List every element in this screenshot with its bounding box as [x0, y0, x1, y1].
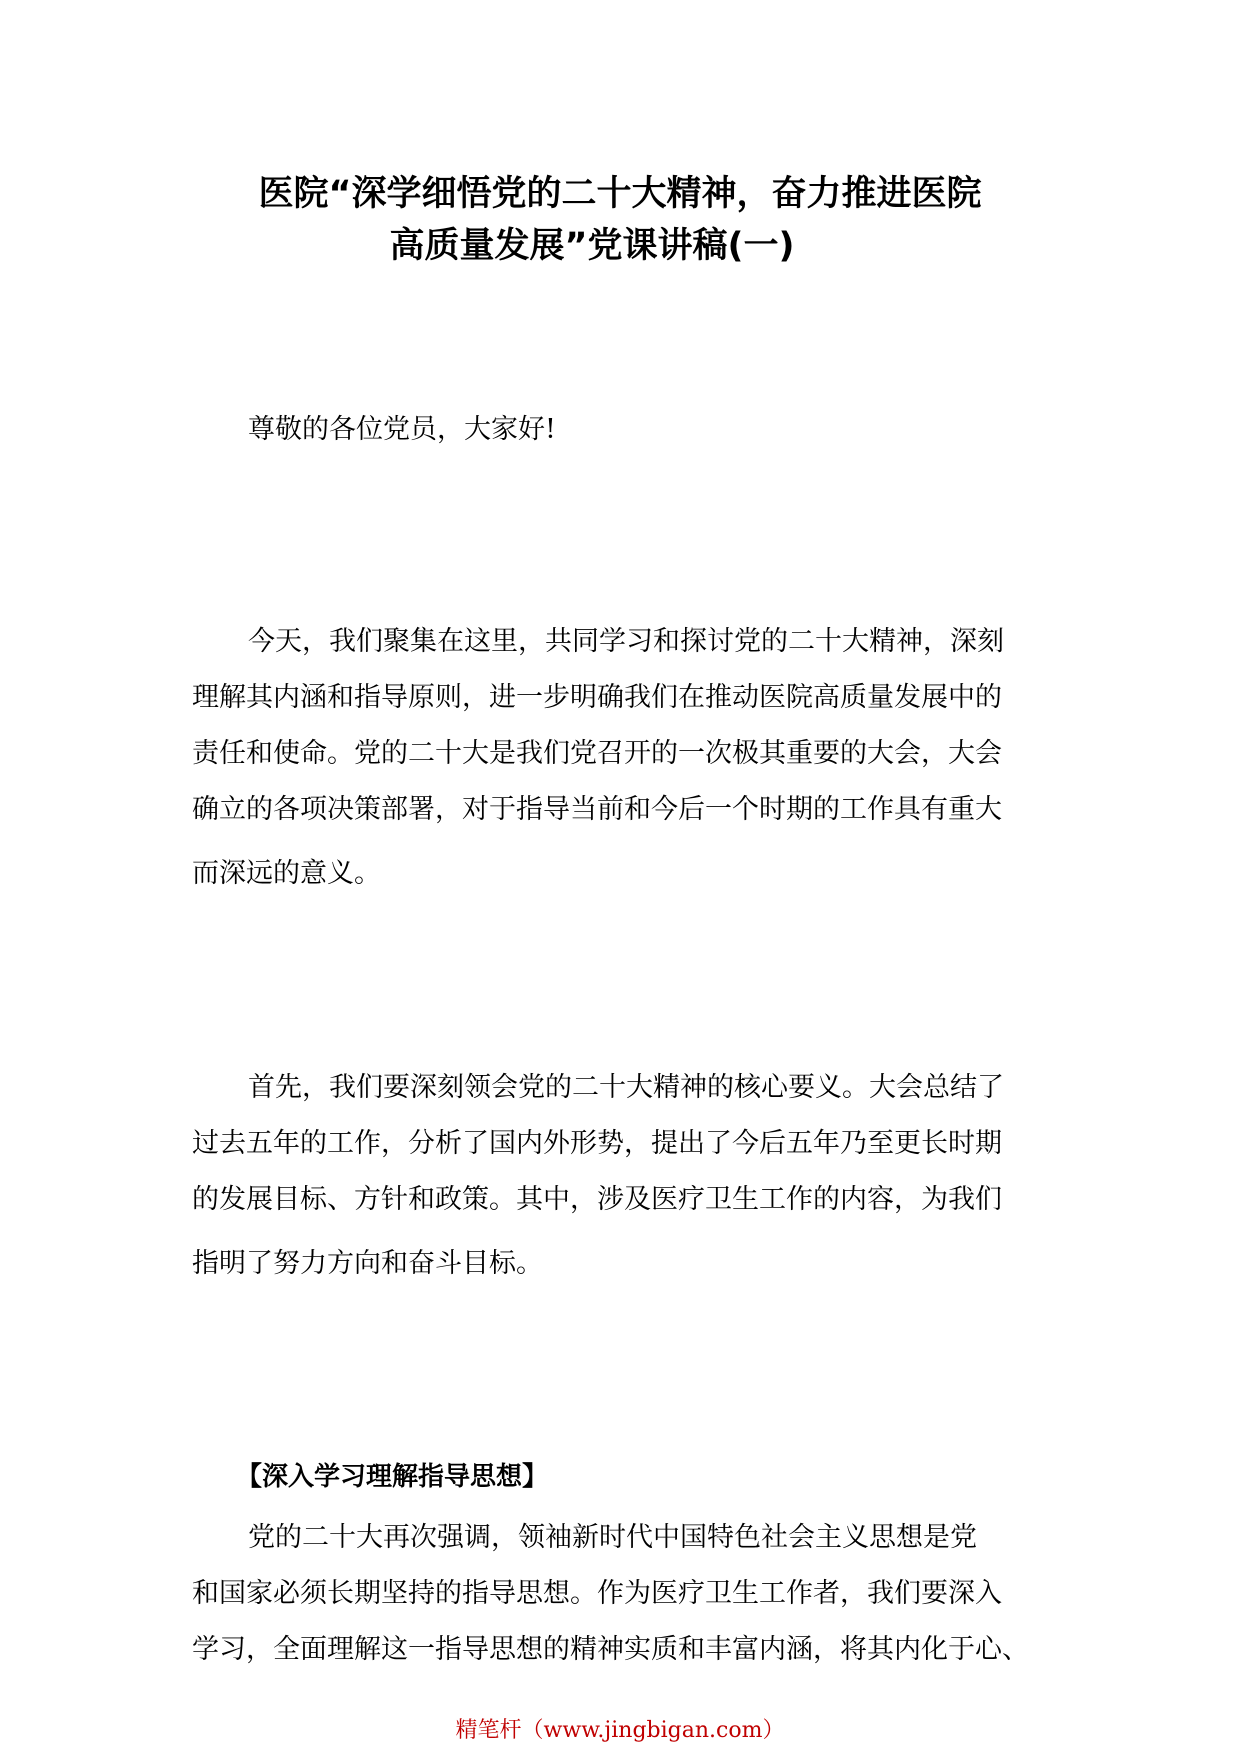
- paragraph-line: 责任和使命。党的二十大是我们党召开的一次极其重要的大会，大会: [192, 738, 1002, 769]
- title-line-2: 高质量发展”党课讲稿(一): [389, 226, 795, 266]
- paragraph-line: 首先，我们要深刻领会党的二十大精神的核心要义。大会总结了: [248, 1072, 1004, 1103]
- section-heading: 【深入学习理解指导思想】: [236, 1462, 549, 1492]
- paragraph-line: 学习，全面理解这一指导思想的精神实质和丰富内涵，将其内化于心、: [192, 1634, 1029, 1665]
- paragraph-3: [192, 1510, 1062, 1678]
- paragraph-line: 党的二十大再次强调，领袖新时代中国特色社会主义思想是党: [248, 1522, 977, 1553]
- paragraph-line: 确立的各项决策部署，对于指导当前和今后一个时期的工作具有重大: [192, 794, 1002, 825]
- paragraph-1: [192, 614, 1062, 902]
- paragraph-2: [192, 1060, 1062, 1292]
- paragraph-line: 的发展目标、方针和政策。其中，涉及医疗卫生工作的内容，为我们: [192, 1184, 1002, 1215]
- paragraph-line: 和国家必须长期坚持的指导思想。作为医疗卫生工作者，我们要深入: [192, 1578, 1002, 1609]
- paragraph-line: 今天，我们聚集在这里，共同学习和探讨党的二十大精神，深刻: [248, 626, 1004, 657]
- paragraph-line: 指明了努力方向和奋斗目标。: [192, 1248, 543, 1279]
- paragraph-line: 而深远的意义。: [192, 858, 381, 889]
- greeting: 尊敬的各位党员，大家好!: [248, 414, 556, 445]
- paragraph-line: 过去五年的工作，分析了国内外形势，提出了今后五年乃至更长时期: [192, 1128, 1002, 1159]
- document-title: [190, 168, 1050, 272]
- footer-watermark: 精笔杆（www.jingbigan.com）: [455, 1718, 785, 1743]
- title-line-1: 医院“深学细悟党的二十大精神，奋力推进医院: [258, 174, 982, 214]
- paragraph-line: 理解其内涵和指导原则，进一步明确我们在推动医院高质量发展中的: [192, 682, 1002, 713]
